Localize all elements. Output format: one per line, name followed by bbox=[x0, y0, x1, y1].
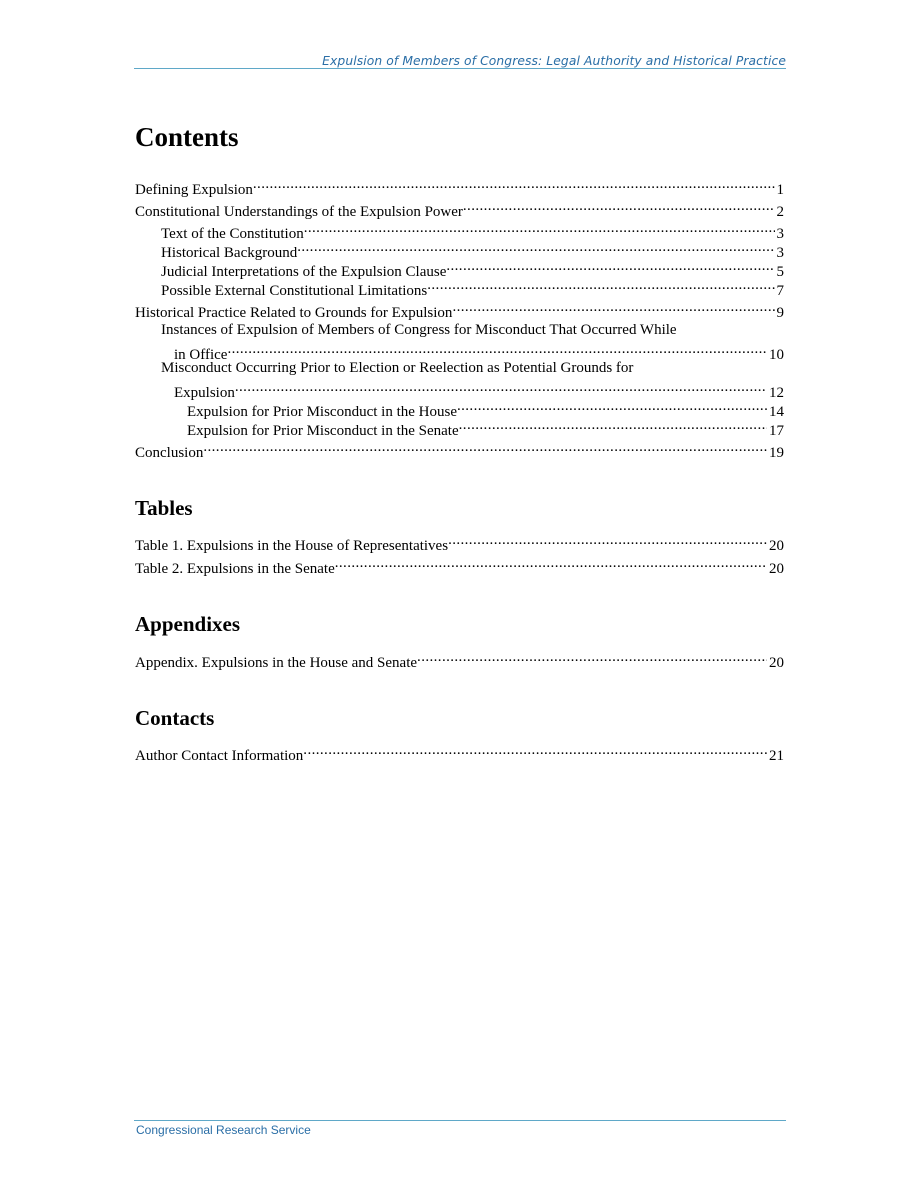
toc-entry-text: Defining Expulsion bbox=[135, 182, 253, 198]
toc-entry-page: 5 bbox=[776, 264, 784, 280]
toc-entry[interactable] bbox=[161, 321, 784, 363]
toc-entry-text: Appendix. Expulsions in the House and Senate bbox=[135, 655, 418, 671]
contacts-heading: Contacts bbox=[135, 706, 215, 730]
toc-entry-text: Expulsion for Prior Misconduct in the House bbox=[187, 404, 457, 420]
toc-entry-text: Possible External Constitutional Limitations bbox=[161, 283, 428, 299]
toc-entry-page: 9 bbox=[776, 305, 784, 321]
toc-entry[interactable] bbox=[161, 219, 784, 242]
toc-entry-text: Text of the Constitution bbox=[161, 226, 304, 242]
toc-entry-text: Conclusion bbox=[135, 445, 204, 461]
toc-entry-text: Historical Practice Related to Grounds for Expulsion bbox=[135, 305, 453, 321]
toc-entry-page: 3 bbox=[776, 226, 784, 242]
toc-entry-page: 14 bbox=[769, 404, 784, 420]
toc-entry[interactable] bbox=[135, 298, 784, 321]
toc-entry-page: 20 bbox=[769, 561, 784, 577]
toc-entry-page: 21 bbox=[769, 748, 784, 764]
toc-entry-text-line1: Instances of Expulsion of Members of Congress for Misconduct That Occurred While bbox=[161, 322, 677, 338]
header-rule bbox=[134, 68, 786, 69]
toc-entry[interactable] bbox=[135, 175, 784, 198]
toc-entry[interactable] bbox=[161, 276, 784, 299]
toc-entry-page: 17 bbox=[769, 423, 784, 439]
toc-entry[interactable] bbox=[187, 397, 784, 420]
toc-entry-text: Expulsion for Prior Misconduct in the Senate bbox=[187, 423, 459, 439]
appendixes-heading: Appendixes bbox=[135, 612, 241, 636]
toc-entry-text: Historical Background bbox=[161, 245, 298, 261]
toc-entry[interactable] bbox=[161, 257, 784, 280]
toc-entry-page: 12 bbox=[769, 385, 784, 401]
toc-entry-text: Expulsion bbox=[174, 385, 235, 401]
toc-entry-text: Author Contact Information bbox=[135, 748, 304, 764]
toc-entry[interactable] bbox=[135, 438, 784, 461]
toc-entry-text-line1: Misconduct Occurring Prior to Election or Reelection as Potential Grounds for bbox=[161, 360, 634, 376]
toc-entry[interactable] bbox=[161, 359, 784, 401]
contents-heading: Contents bbox=[135, 122, 239, 152]
toc-entry-page: 20 bbox=[769, 538, 784, 554]
toc-entry-text: Table 1. Expulsions in the House of Representatives bbox=[135, 538, 449, 554]
running-header: Expulsion of Members of Congress: Legal Authority and Historical Practice bbox=[322, 54, 786, 68]
toc-entry-page: 20 bbox=[769, 655, 784, 671]
toc-entry[interactable] bbox=[187, 416, 784, 439]
toc-entry-page: 3 bbox=[776, 245, 784, 261]
toc-entry[interactable] bbox=[135, 531, 784, 554]
toc-entry[interactable] bbox=[161, 238, 784, 261]
toc-entry-page: 10 bbox=[769, 347, 784, 363]
toc-entry-text: Table 2. Expulsions in the Senate bbox=[135, 561, 335, 577]
toc-entry[interactable] bbox=[135, 197, 784, 220]
toc-entry-page: 1 bbox=[776, 182, 784, 198]
toc-entry-page: 19 bbox=[769, 445, 784, 461]
tables-heading: Tables bbox=[135, 496, 193, 520]
toc-entry-text: Constitutional Understandings of the Expulsion Power bbox=[135, 204, 463, 220]
toc-entry-text: in Office bbox=[174, 347, 228, 363]
toc-entry[interactable] bbox=[135, 741, 784, 764]
toc-entry-page: 2 bbox=[776, 204, 784, 220]
toc-entry-page: 7 bbox=[776, 283, 784, 299]
footer-org: Congressional Research Service bbox=[136, 1123, 311, 1137]
footer-rule bbox=[134, 1120, 786, 1121]
toc-entry[interactable] bbox=[135, 554, 784, 577]
toc-entry-text: Judicial Interpretations of the Expulsion Clause bbox=[161, 264, 447, 280]
toc-entry[interactable] bbox=[135, 648, 784, 671]
